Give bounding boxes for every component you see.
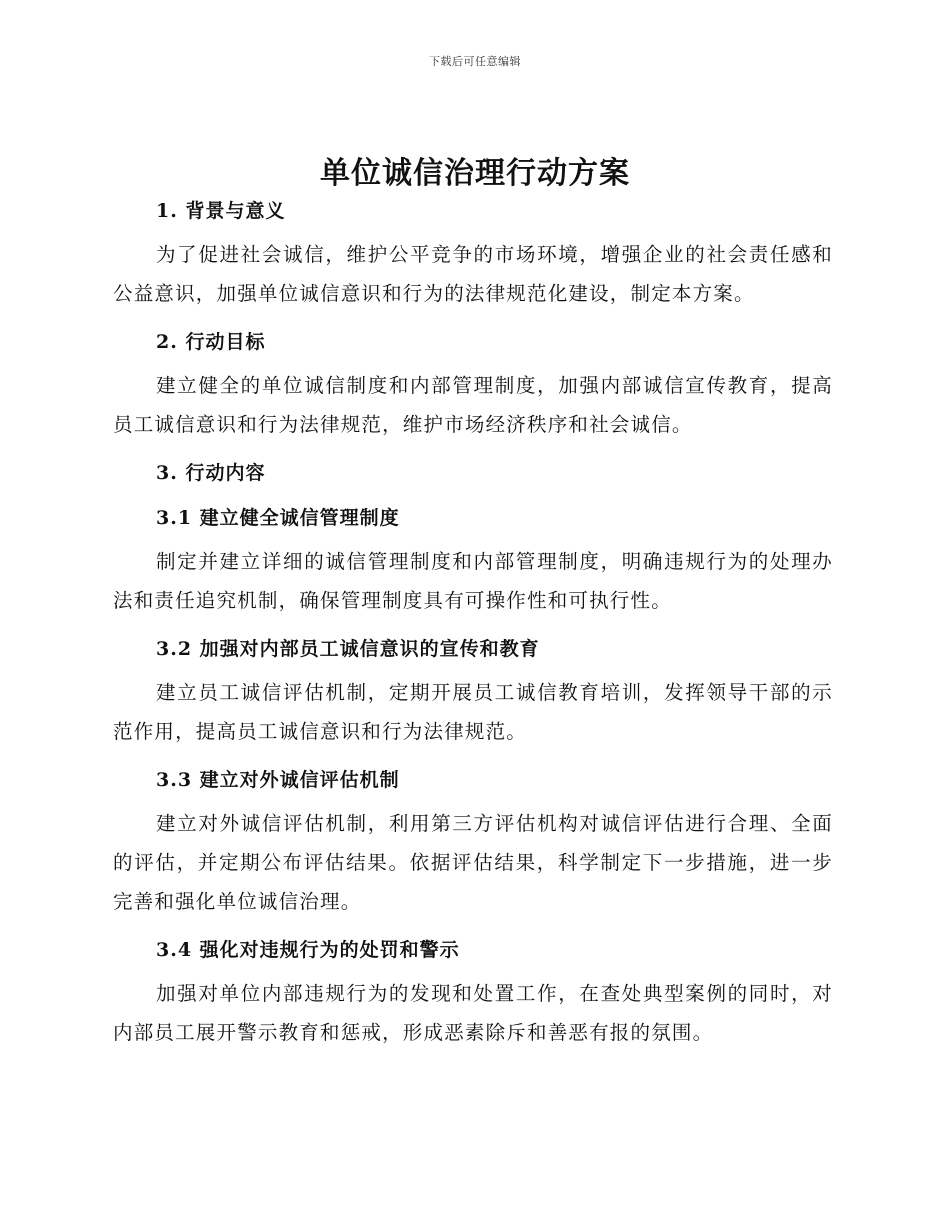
section-text-3-2: 建立员工诚信评估机制，定期开展员工诚信教育培训，发挥领导干部的示范作用，提高员工诚信意识和行为法律规范。 xyxy=(113,681,833,743)
section-heading-3-2: 3.2 加强对内部员工诚信意识的宣传和教育 xyxy=(156,638,540,660)
section-text-goals: 建立健全的单位诚信制度和内部管理制度，加强内部诚信宣传教育，提高员工诚信意识和行为法律规范，维护市场经济秩序和社会诚信。 xyxy=(113,374,833,436)
section-heading-3-1: 3.1 建立健全诚信管理制度 xyxy=(156,507,400,529)
section-text-background: 为了促进社会诚信，维护公平竞争的市场环境，增强企业的社会责任感和公益意识，加强单位诚信意识和行为的法律规范化建设，制定本方案。 xyxy=(113,243,833,305)
section-heading-goals: 2. 行动目标 xyxy=(156,331,266,353)
section-heading-3-4: 3.4 强化对违规行为的处罚和警示 xyxy=(156,939,460,961)
section-text-3-4: 加强对单位内部违规行为的发现和处置工作，在查处典型案例的同时，对内部员工展开警示教育和惩戒，形成恶素除斥和善恶有报的氛围。 xyxy=(113,982,833,1044)
header-note: 下载后可任意编辑 xyxy=(429,55,521,68)
section-heading-3-3: 3.3 建立对外诚信评估机制 xyxy=(156,769,400,791)
document-body xyxy=(113,195,833,1065)
section-text-3-1: 制定并建立详细的诚信管理制度和内部管理制度，明确违规行为的处理办法和责任追究机制，确保管理制度具有可操作性和可执行性。 xyxy=(113,550,833,612)
document-title: 单位诚信治理行动方案 xyxy=(320,156,630,191)
section-heading-background: 1. 背景与意义 xyxy=(156,200,286,222)
section-heading-content: 3. 行动内容 xyxy=(156,462,266,484)
section-text-3-3: 建立对外诚信评估机制，利用第三方评估机构对诚信评估进行合理、全面的评估，并定期公布评估结果。依据评估结果，科学制定下一步措施，进一步完善和强化单位诚信治理。 xyxy=(113,812,833,913)
